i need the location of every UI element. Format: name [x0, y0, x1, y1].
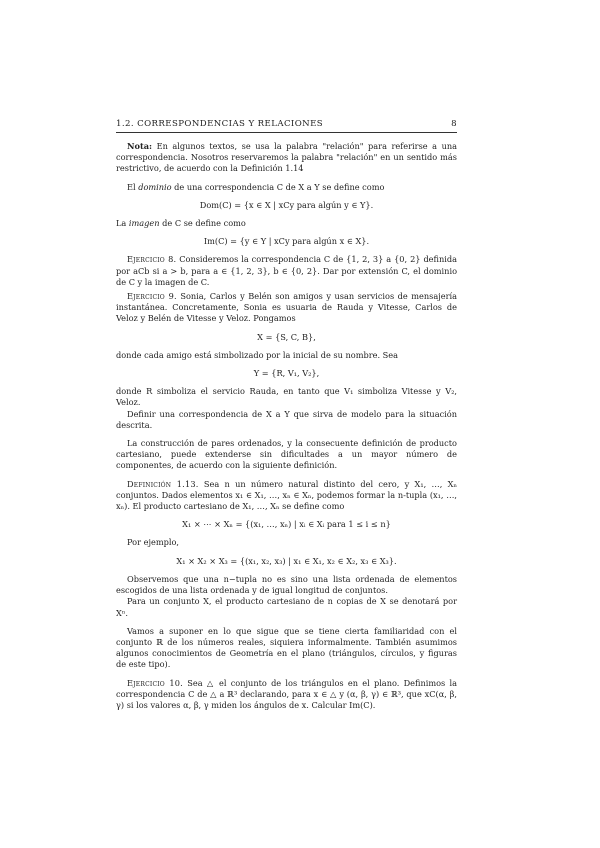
dominio-pre: El — [127, 181, 139, 192]
vamos-paragraph: Vamos a suponer en lo que sigue que se tiene cierta familiaridad con el conjunto ℝ de los números reales, siquiera informalmente. También asumimos algunos conocimientos de Geometría en el plano (triángulos, círculos, y figuras de este tipo). — [116, 625, 457, 670]
exercise-10-text: Sea △ el conjunto de los triángulos en el plano. Definimos la correspondencia C de △ a ℝ³ declarando, para x ∈ △ y (α, β, γ) ∈ ℝ³, que xC(α, β, γ) si los valores α, β, γ miden los ángulos de x. Calcular Im(C). — [116, 677, 457, 710]
dominio-paragraph — [116, 182, 457, 193]
exercise-9-text: Sonia, Carlos y Belén son amigos y usan servicios de mensajería instantánea. Concretamente, Sonia es usuaria de Rauda y Vitesse, Carlos de Veloz y Belén de Vitesse y Veloz. Pongamos — [116, 291, 458, 324]
running-header — [116, 119, 457, 132]
observemos-paragraph: Observemos que una n−tupla no es sino una lista ordenada de elementos escogidos de una lista ordenada y de igual longitud de conjuntos. — [116, 573, 457, 596]
nota-text: En algunos textos, se usa la palabra "relación" para referirse a una correspondencia. Nosotros reservaremos la palabra "relación" en un sentido más restrictivo, de acuerdo con la Definición 1.14 — [116, 141, 457, 174]
definition-text: Sea n un número natural distinto del cero, y X₁, …, Xₙ conjuntos. Dados elementos x₁ ∈ X₁, …, xₙ ∈ Xₙ, podemos formar la n-tupla (x₁, …, xₙ). El producto cartesiano de X₁, …, Xₙ se define como — [116, 478, 457, 512]
definition-1-13 — [116, 479, 457, 513]
equation-domain: Dom(C) = {x ∈ X | xCy para algún y ∈ Y}. — [199, 199, 374, 210]
header-rule — [116, 132, 457, 133]
nota-paragraph — [116, 141, 457, 175]
section-title: 1.2. CORRESPONDENCIAS Y RELACIONES — [116, 119, 324, 129]
exercise-8-text: Consideremos la correspondencia C de {1, 2, 3} a {0, 2} definida por aCb si a > b, para a ∈ {1, 2, 3}, b ∈ {0, 2}. Dar por extensión C, el dominio de C y la imagen de C. — [116, 254, 458, 287]
definir-paragraph: Definir una correspondencia de X a Y que sirva de modelo para la situación descrita. — [116, 408, 457, 430]
imagen-pre: La — [116, 218, 129, 229]
dominio-post: de una correspondencia C de X a Y se define como — [171, 181, 385, 192]
equation-x: X = {S, C, B}, — [257, 331, 316, 342]
dominio-term: dominio — [138, 181, 172, 192]
ejemplo-paragraph: Por ejemplo, — [127, 537, 180, 548]
nota-label: Nota: — [127, 141, 153, 151]
equation-product: X₁ × ⋯ × Xₙ = {(x₁, …, xₙ) | xᵢ ∈ Xᵢ para 1 ≤ i ≤ n} — [182, 519, 391, 530]
exercise-8 — [116, 254, 457, 288]
exercise-9-label: Ejercicio 9. — [127, 291, 177, 302]
page-number: 8 — [451, 119, 457, 129]
imagen-term: imagen — [128, 218, 160, 229]
exercise-8-label: Ejercicio 8. — [127, 254, 177, 265]
equation-image: Im(C) = {y ∈ Y | xCy para algún x ∈ X}. — [203, 236, 370, 247]
exercise-10-label: Ejercicio 10. — [127, 677, 183, 688]
donde-1: donde cada amigo está simbolizado por la inicial de su nombre. Sea — [116, 349, 399, 360]
construccion-paragraph: La construcción de pares ordenados, y la consecuente definición de producto cartesiano, puede extenderse sin dificultades a un mayor número de componentes, de acuerdo con la siguiente definición. — [116, 438, 457, 471]
page-body — [116, 141, 457, 711]
equation-y: Y = {R, V₁, V₂}, — [253, 368, 320, 379]
exercise-10 — [116, 678, 457, 712]
donde-2: donde R simboliza el servicio Rauda, en tanto que V₁ simboliza Vitesse y V₂, Veloz. — [116, 386, 457, 408]
imagen-paragraph — [116, 218, 457, 229]
para-paragraph: Para un conjunto X, el producto cartesiano de n copias de X se denotará por Xⁿ. — [116, 596, 457, 618]
imagen-post: de C se define como — [159, 218, 246, 229]
equation-example: X₁ × X₂ × X₃ = {(x₁, x₂, x₃) | x₁ ∈ X₁, x₂ ∈ X₂, x₃ ∈ X₃}. — [176, 555, 397, 566]
exercise-9 — [116, 291, 457, 325]
definition-label: Definición 1.13. — [127, 478, 199, 489]
